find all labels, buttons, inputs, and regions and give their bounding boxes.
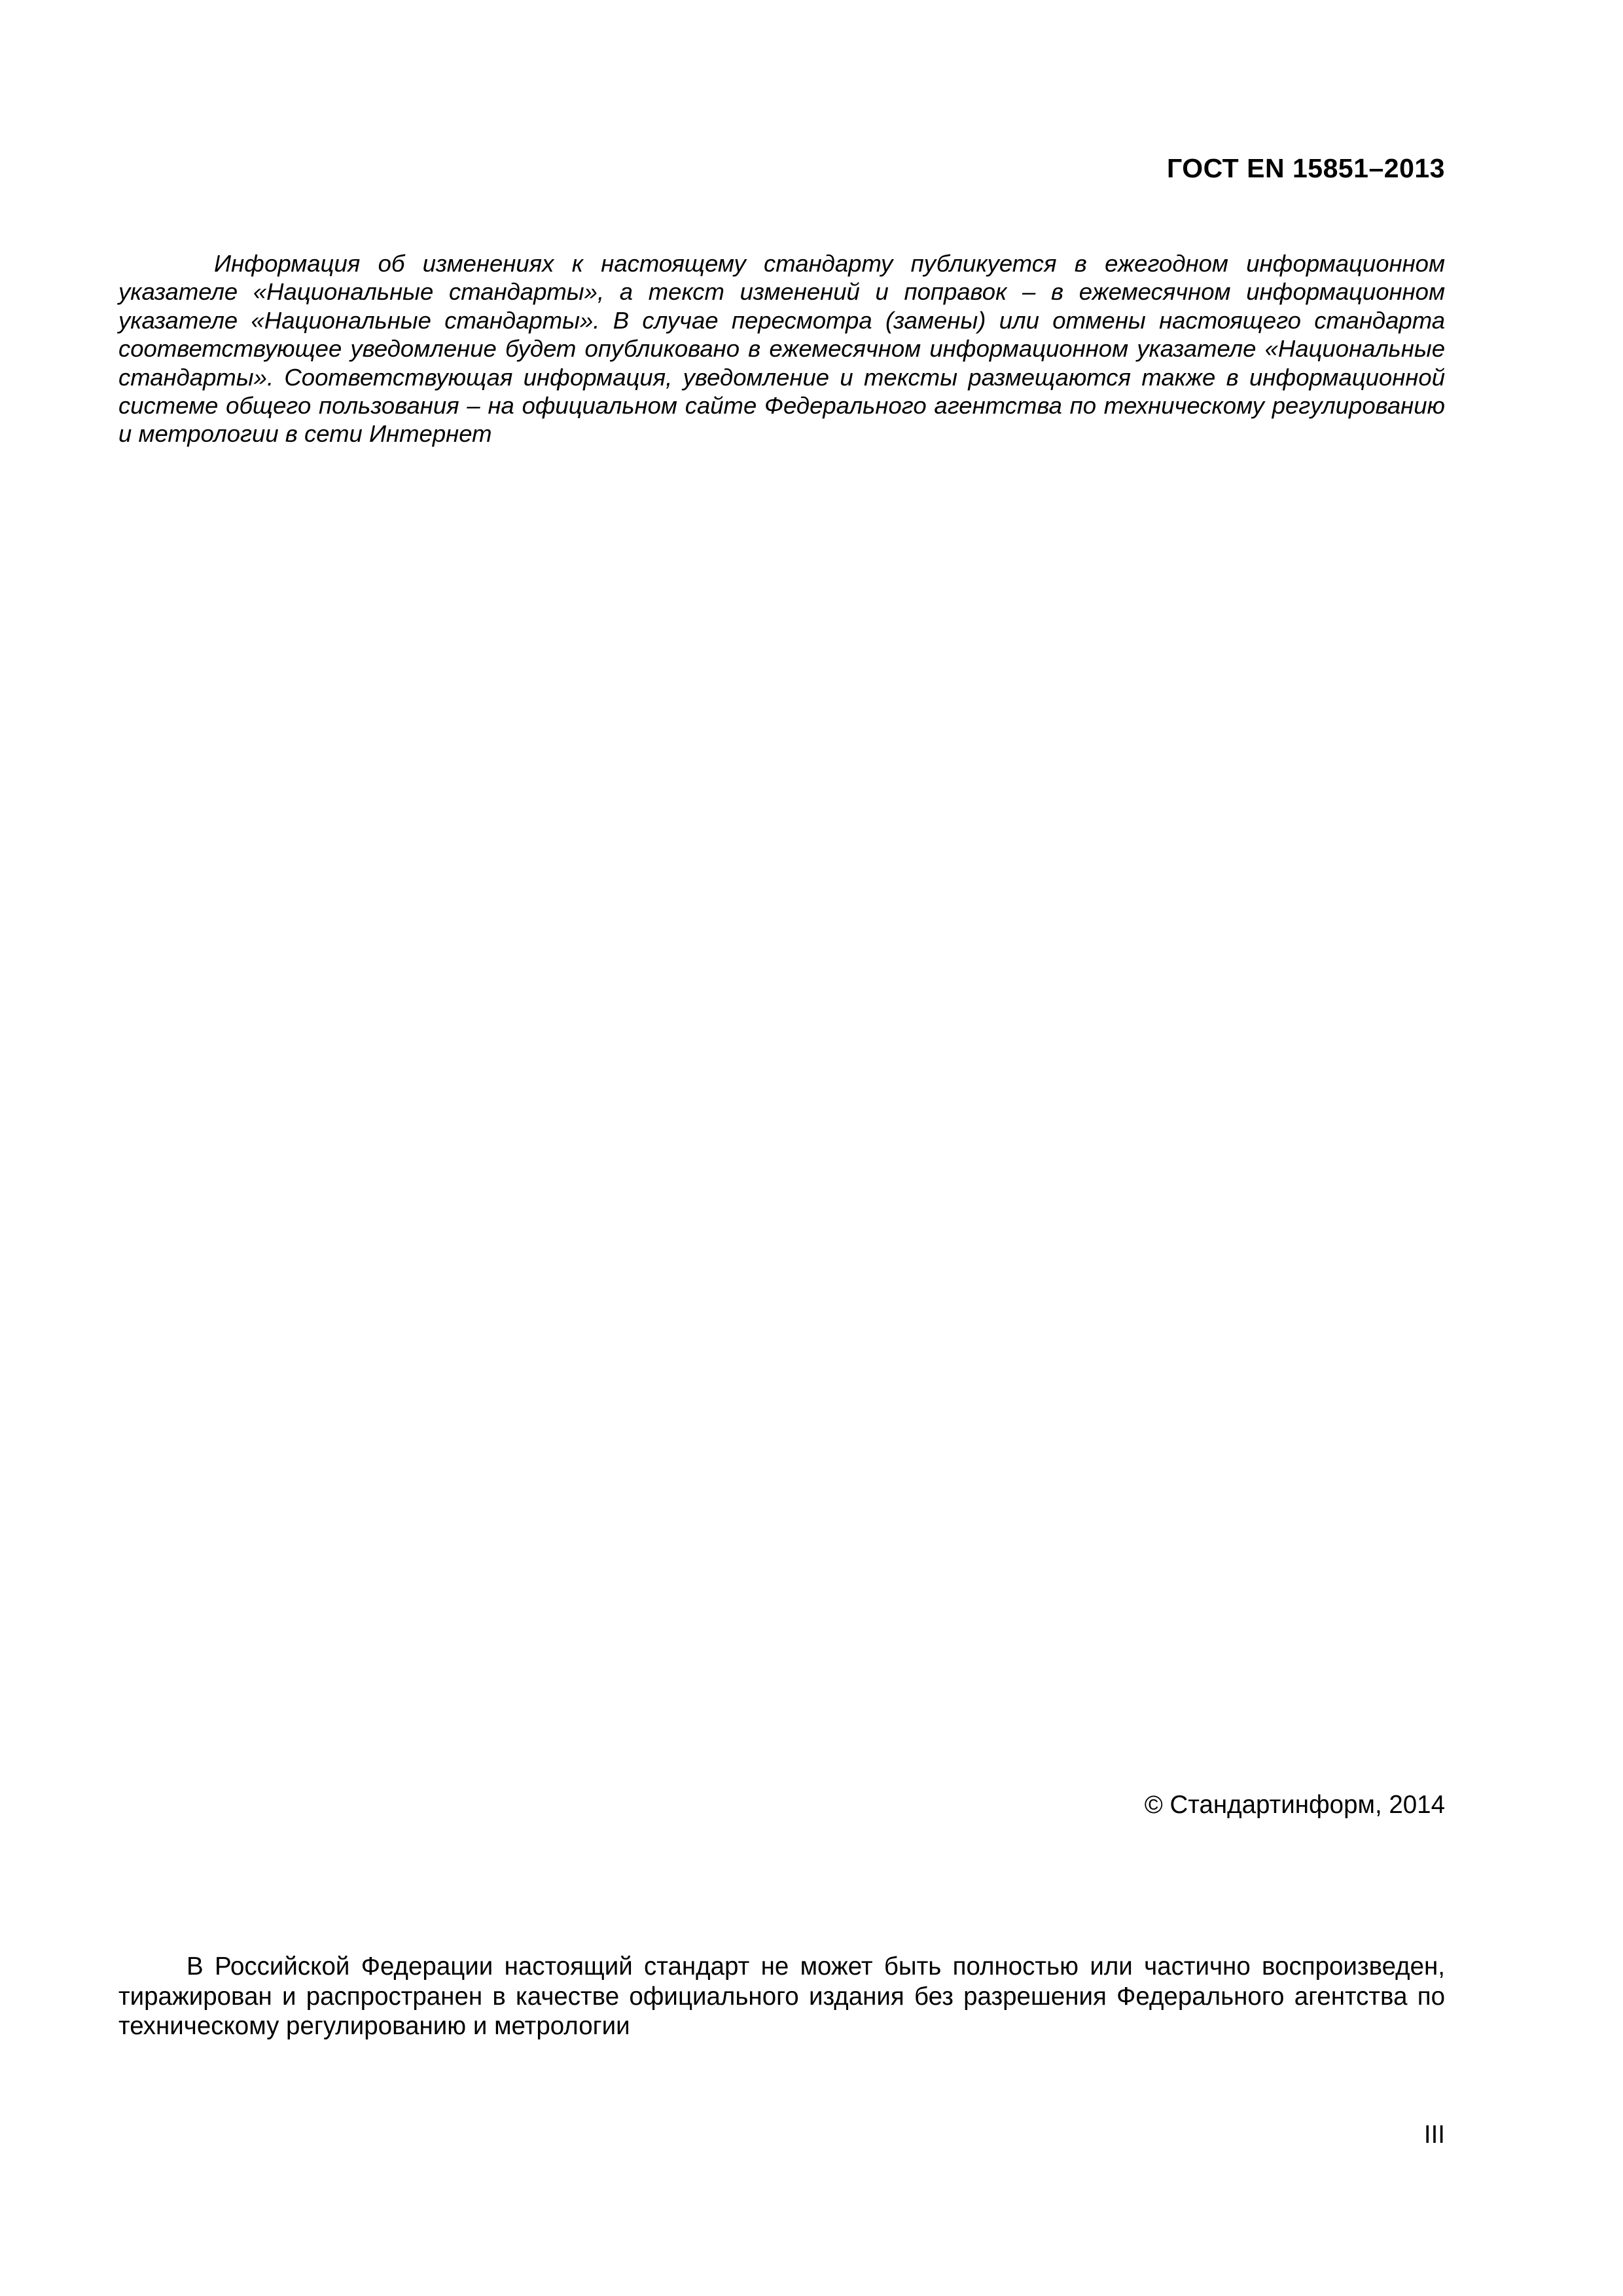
- reproduction-rights-paragraph: В Российской Федерации настоящий стандарт не может быть полностью или частично воспроизведен, тиражирован и распространен в качестве официального издания без разрешения Федерального агентства по техническому регулированию и метрологии: [118, 1952, 1445, 2040]
- page-number: III: [1423, 2121, 1445, 2149]
- copyright-holder-year: Стандартинформ, 2014: [1169, 1791, 1445, 1819]
- standard-code-header: ГОСТ EN 15851–2013: [1167, 153, 1445, 183]
- copyright-symbol: ©: [1144, 1791, 1163, 1819]
- amendments-info-paragraph: Информация об изменениях к настоящему стандарту публикуется в ежегодном информационном указателе «Национальные стандарты», а текст изменений и поправок – в ежемесячном информационном указателе «Национальные стандарты». В случае пересмотра (замены) или отмены настоящего стандарта соответствующее уведомление будет опубликовано в ежемесячном информационном указателе «Национальные стандарты». Соответствующая информация, уведомление и тексты размещаются также в информационной системе общего пользования – на официальном сайте Федерального агентства по техническому регулированию и метрологии в сети Интернет: [118, 250, 1445, 448]
- copyright-line: [1145, 1791, 1445, 1820]
